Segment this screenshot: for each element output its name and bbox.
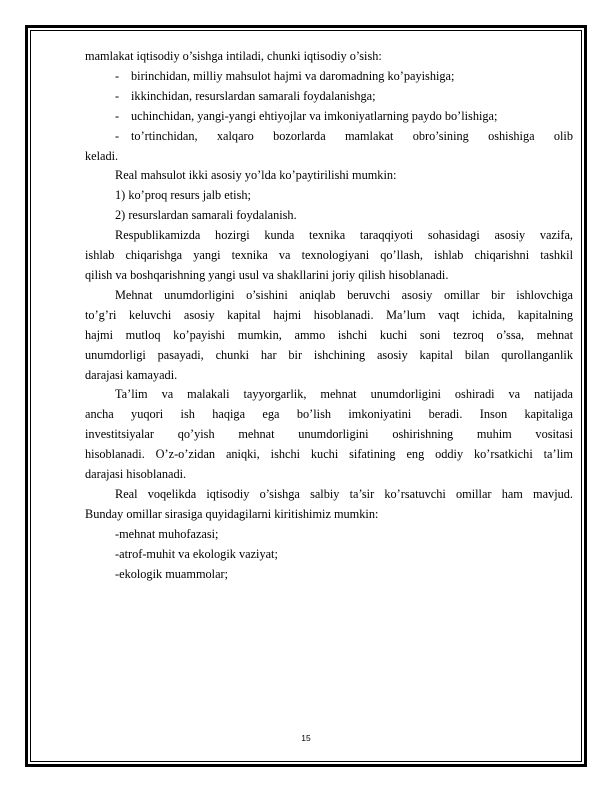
text-line: ancha yuqori ish haqiga ega bo’lish imkoniyatini beradi. Inson kapitaliga xyxy=(85,407,573,422)
list-item xyxy=(85,87,573,107)
list-item-text: birinchidan, milliy mahsulot hajmi va daromadning ko’payishiga; xyxy=(131,68,455,83)
text-line: darajasi kamayadi. xyxy=(85,367,178,382)
text-line: 1) ko’proq resurs jalb etish; xyxy=(115,188,251,203)
text-line: Ta’lim va malakali tayyorgarlik, mehnat unumdorligini oshiradi va natijada xyxy=(115,387,573,402)
text-line: mamlakat iqtisodiy o’sishga intiladi, chunki iqtisodiy o’sish: xyxy=(85,49,382,63)
text-line: hisoblanadi. O’z-o’zidan aniqki, ishchi kuchi sifatining eng oddiy ko’rsatkichi ta’lim xyxy=(85,447,573,462)
list-item-text: ekologik muammolar; xyxy=(119,566,229,581)
page-number: 15 xyxy=(301,733,311,743)
list-dash: - xyxy=(115,128,120,143)
text-line: unumdorligi pasayadi, chunki har bir ishchining asosiy kapital bilan qurollanganlik xyxy=(85,347,573,362)
list-item-text: atrof-muhit va ekologik vaziyat; xyxy=(119,546,278,561)
list-dash: - xyxy=(115,546,120,561)
list-dash: - xyxy=(115,68,120,83)
list-item xyxy=(85,107,573,127)
text-line: Real mahsulot ikki asosiy yo’lda ko’paytirilishi mumkin: xyxy=(115,168,397,183)
text-line: qilish va boshqarishning yangi usul va shakllarini joriy qilish hisoblanadi. xyxy=(85,267,449,282)
text-line: ishlab chiqarishga yangi texnika va texnologiyani qo’llash, ishlab chiqarishni tashkil xyxy=(85,248,573,263)
text-line: to’g’ri keluvchi asosiy kapital hajmi hisoblanadi. Ma’lum vaqt ichida, kapitalning xyxy=(85,307,573,322)
text-line: investitsiyalar qo’yish mehnat unumdorligini oshirishning muhim vositasi xyxy=(85,427,573,442)
text-line: Bunday omillar sirasiga quyidagilarni kiritishimiz mumkin: xyxy=(85,506,379,521)
text-line: keladi. xyxy=(85,148,119,163)
list-item xyxy=(85,545,573,565)
document-body xyxy=(85,47,573,584)
list-dash: - xyxy=(115,88,120,103)
list-dash: - xyxy=(115,526,120,541)
text-line: Mehnat unumdorligini o’sishini aniqlab beruvchi asosiy omillar bir ishlovchiga xyxy=(115,287,573,302)
text-line: 2) resurslardan samarali foydalanish. xyxy=(115,208,297,223)
list-item xyxy=(85,127,573,147)
list-item-text: uchinchidan, yangi-yangi ehtiyojlar va imkoniyatlarning paydo bo’lishiga; xyxy=(131,108,498,123)
list-item-text: to’rtinchidan, xalqaro bozorlarda mamlakat obro’sining oshishiga olib xyxy=(131,128,573,143)
list-dash: - xyxy=(115,108,120,123)
text-line: darajasi hisoblanadi. xyxy=(85,467,187,482)
list-item-text: mehnat muhofazasi; xyxy=(119,526,219,541)
text-line: Respublikamizda hozirgi kunda texnika taraqqiyoti sohasidagi asosiy vazifa, xyxy=(115,228,573,243)
list-item xyxy=(85,525,573,545)
list-item xyxy=(85,67,573,87)
list-dash: - xyxy=(115,566,120,581)
list-item-text: ikkinchidan, resurslardan samarali foydalanishga; xyxy=(131,88,376,103)
text-line: Real voqelikda iqtisodiy o’sishga salbiy ta’sir ko’rsatuvchi omillar ham mavjud. xyxy=(115,486,573,501)
list-item xyxy=(85,565,573,585)
text-line: hajmi mutloq ko’payishi mumkin, ammo ishchi kuchi soni tezroq o’ssa, mehnat xyxy=(85,327,573,342)
